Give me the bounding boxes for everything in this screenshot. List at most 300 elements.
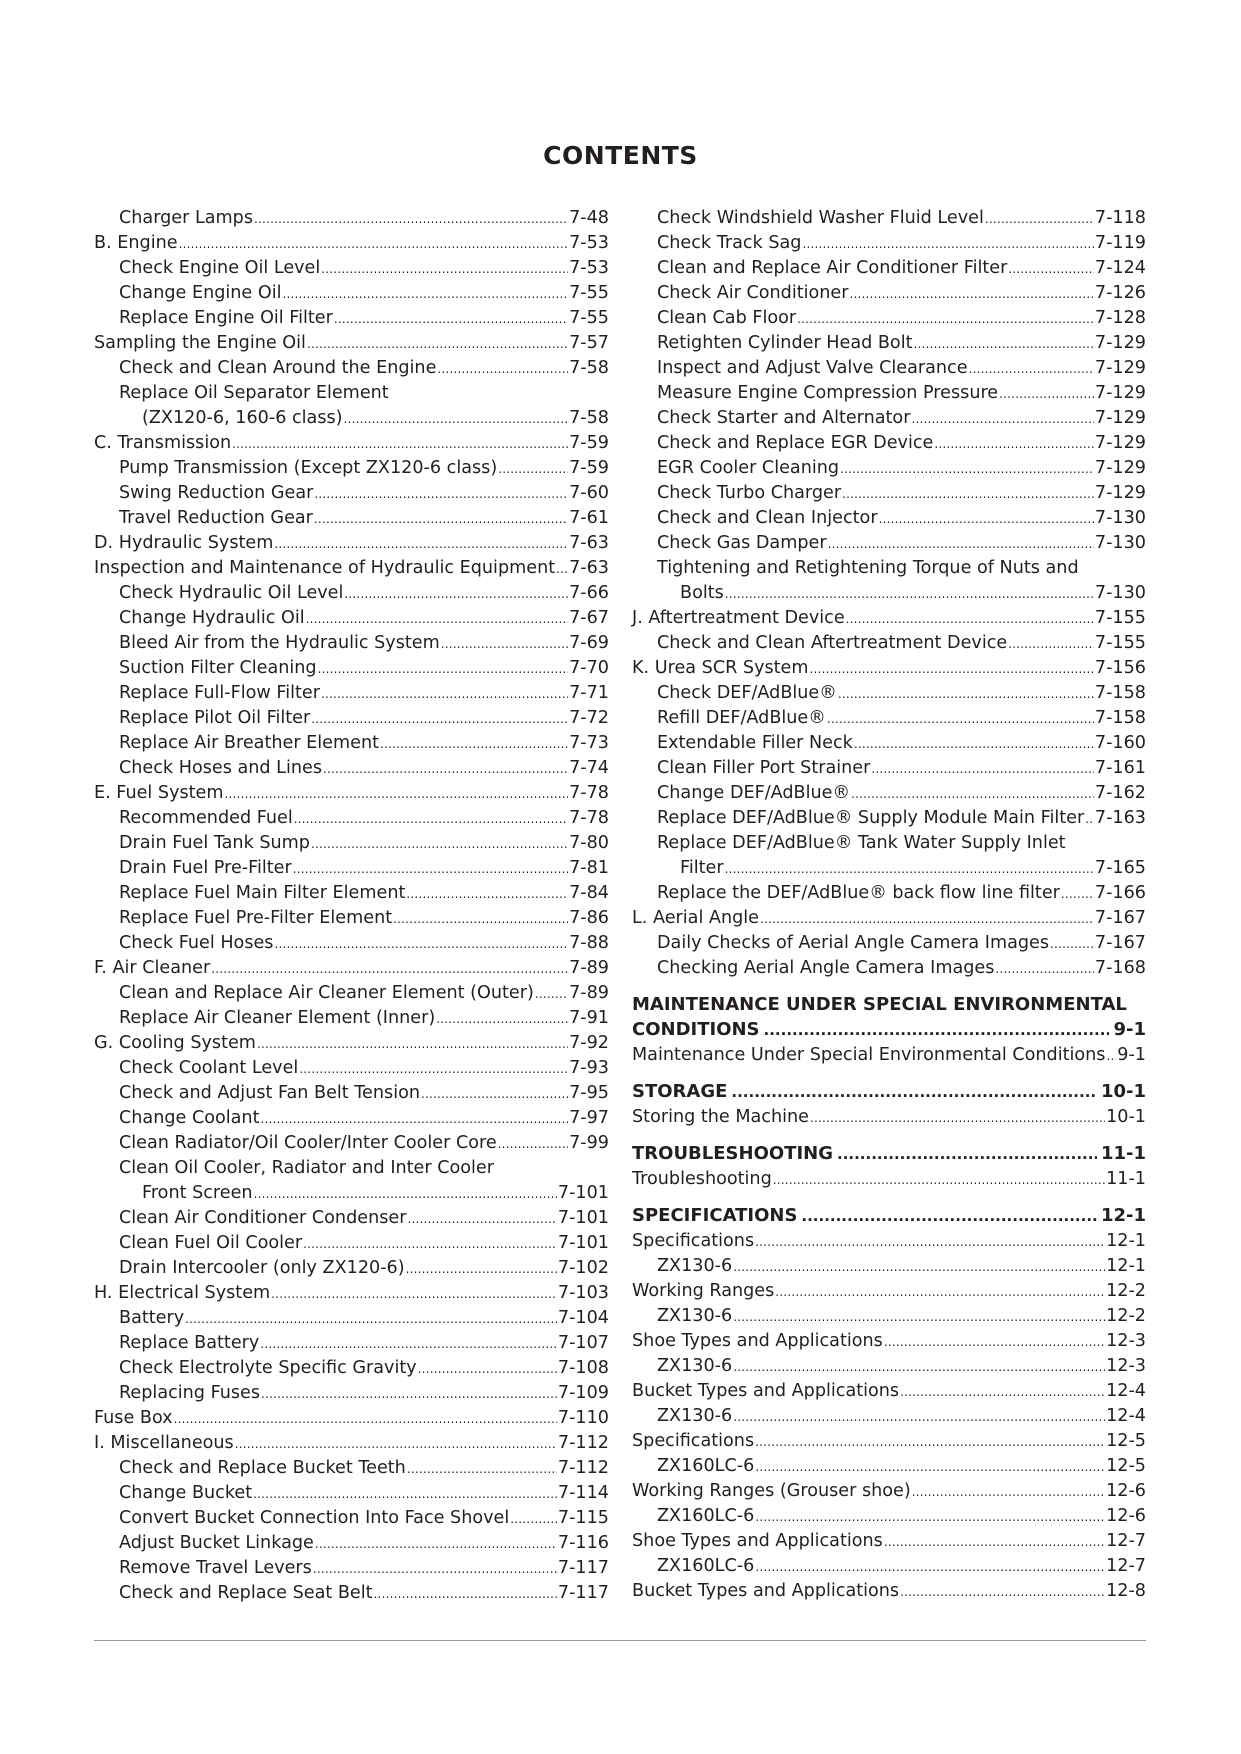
toc-entry-title: Specifications	[632, 1431, 755, 1451]
toc-entry[interactable]	[94, 1056, 609, 1081]
dot-leader	[1008, 257, 1094, 282]
toc-entry[interactable]	[94, 281, 609, 306]
toc-entry-title: Bucket Types and Applications	[632, 1581, 900, 1601]
toc-entry[interactable]	[94, 631, 609, 656]
toc-entry-title: ZX160LC-6	[657, 1556, 755, 1576]
dot-leader	[254, 207, 568, 232]
toc-entry[interactable]	[94, 1381, 609, 1406]
dot-leader	[407, 1207, 556, 1232]
toc-entry[interactable]	[632, 381, 1146, 406]
toc-entry-title: L. Aerial Angle	[632, 908, 759, 928]
dot-leader	[344, 582, 568, 607]
section-heading-text: SPECIFICATIONS	[632, 1205, 798, 1226]
toc-entry[interactable]	[94, 256, 609, 281]
toc-entry-title: Recommended Fuel	[119, 808, 293, 828]
toc-entry[interactable]	[632, 831, 1146, 856]
toc-entry-title: Front Screen	[142, 1183, 253, 1203]
toc-entry-page: 7-161	[1094, 758, 1146, 778]
toc-entry[interactable]	[632, 1504, 1146, 1529]
toc-entry[interactable]	[632, 706, 1146, 731]
dot-leader	[1050, 932, 1094, 957]
toc-entry-page: 7-63	[569, 533, 609, 553]
dot-leader	[854, 732, 1094, 757]
dot-leader	[1085, 807, 1094, 832]
toc-entry[interactable]	[94, 1306, 609, 1331]
toc-entry[interactable]	[94, 1156, 609, 1181]
toc-entry-title: Replace Engine Oil Filter	[119, 308, 333, 328]
toc-entry-title: K. Urea SCR System	[632, 658, 809, 678]
toc-entry-page: 7-158	[1094, 708, 1146, 728]
toc-entry-page: 7-57	[569, 333, 609, 353]
toc-entry-title: Pump Transmission (Except ZX120-6 class)	[119, 458, 498, 478]
toc-entry[interactable]	[632, 456, 1146, 481]
dot-leader	[755, 1505, 1105, 1530]
toc-entry[interactable]	[94, 931, 609, 956]
toc-entry-title: Travel Reduction Gear	[119, 508, 313, 528]
dot-leader	[1008, 632, 1094, 657]
toc-entry-page: 12-5	[1106, 1456, 1146, 1476]
dot-leader	[838, 682, 1094, 707]
toc-entry-page: 7-53	[569, 233, 609, 253]
toc-entry-title: Inspection and Maintenance of Hydraulic Equipment	[94, 558, 556, 578]
toc-entry[interactable]	[94, 1406, 609, 1431]
toc-entry-title: Clean and Replace Air Cleaner Element (Outer)	[119, 983, 534, 1003]
toc-entry-page: 7-129	[1094, 458, 1146, 478]
toc-entry-page: 7-58	[569, 358, 609, 378]
toc-entry[interactable]	[632, 1329, 1146, 1354]
toc-entry-page: 7-86	[569, 908, 609, 928]
dot-leader	[802, 232, 1093, 257]
toc-entry[interactable]	[632, 731, 1146, 756]
toc-entry-title: Change DEF/AdBlue®	[657, 783, 851, 803]
toc-entry[interactable]	[94, 1181, 609, 1206]
dot-leader	[307, 332, 568, 357]
dot-leader	[441, 632, 568, 657]
toc-entry[interactable]	[94, 306, 609, 331]
toc-entry-title: Filter	[680, 858, 724, 878]
toc-entry-page: 7-162	[1094, 783, 1146, 803]
dot-leader	[912, 1480, 1105, 1505]
toc-entry-title: Replace the DEF/AdBlue® back flow line filter	[657, 883, 1060, 903]
toc-entry-page: 7-58	[569, 408, 609, 428]
dot-leader	[498, 1132, 568, 1157]
toc-entry[interactable]	[632, 506, 1146, 531]
toc-entry[interactable]	[94, 906, 609, 931]
toc-entry-title: Replace Oil Separator Element	[119, 383, 389, 403]
toc-entry[interactable]	[94, 1256, 609, 1281]
toc-entry[interactable]	[94, 1006, 609, 1031]
toc-entry-title: Check Windshield Washer Fluid Level	[657, 208, 984, 228]
toc-entry[interactable]	[94, 1506, 609, 1531]
toc-entry-page: 12-1	[1106, 1256, 1146, 1276]
dot-leader	[914, 332, 1094, 357]
toc-entry[interactable]	[632, 956, 1146, 981]
toc-entry-title: Drain Fuel Tank Sump	[119, 833, 310, 853]
dot-leader	[257, 1032, 568, 1057]
section-heading[interactable]	[632, 1141, 1146, 1167]
dot-leader	[733, 1355, 1105, 1380]
toc-entry[interactable]	[94, 331, 609, 356]
section-heading-page: 12-1	[1100, 1205, 1146, 1226]
toc-entry[interactable]	[632, 1254, 1146, 1279]
toc-entry[interactable]	[94, 981, 609, 1006]
toc-entry-title: Replacing Fuses	[119, 1383, 261, 1403]
toc-entry-title: Working Ranges	[632, 1281, 775, 1301]
toc-entry[interactable]	[632, 781, 1146, 806]
toc-entry[interactable]	[632, 206, 1146, 231]
dot-leader	[437, 357, 568, 382]
toc-entry-title: Daily Checks of Aerial Angle Camera Images	[657, 933, 1050, 953]
toc-entry-title: Fuse Box	[94, 1408, 173, 1428]
toc-entry[interactable]	[94, 656, 609, 681]
toc-entry-title: Retighten Cylinder Head Bolt	[657, 333, 913, 353]
toc-entry[interactable]	[94, 431, 609, 456]
toc-entry[interactable]	[632, 481, 1146, 506]
toc-entry[interactable]	[94, 1431, 609, 1456]
section-heading[interactable]	[632, 1079, 1146, 1105]
toc-entry[interactable]	[632, 1554, 1146, 1579]
toc-entry-title: D. Hydraulic System	[94, 533, 274, 553]
toc-entry-title: Extendable Filler Neck	[657, 733, 853, 753]
toc-entry-page: 7-103	[557, 1283, 609, 1303]
dot-leader	[871, 757, 1094, 782]
dot-leader	[828, 532, 1094, 557]
dot-leader	[884, 1530, 1105, 1555]
toc-entry-page: 7-129	[1094, 333, 1146, 353]
dot-leader	[827, 707, 1094, 732]
toc-entry-page: 7-104	[557, 1308, 609, 1328]
toc-entry-title: Check Track Sag	[657, 233, 802, 253]
dot-leader	[299, 1057, 568, 1082]
toc-entry-page: 7-89	[569, 983, 609, 1003]
section-heading[interactable]	[632, 1017, 1146, 1043]
toc-entry-page: 7-60	[569, 483, 609, 503]
toc-entry[interactable]	[94, 606, 609, 631]
toc-entry-page: 12-1	[1106, 1231, 1146, 1251]
toc-entry-title: Clean Filler Port Strainer	[657, 758, 871, 778]
toc-entry-page: 7-73	[569, 733, 609, 753]
dot-leader	[380, 732, 568, 757]
toc-entry-title: Bucket Types and Applications	[632, 1381, 900, 1401]
toc-entry-title: Replace Fuel Pre-Filter Element	[119, 908, 393, 928]
dot-leader	[306, 607, 568, 632]
toc-entry[interactable]	[94, 956, 609, 981]
toc-entry-page: 7-130	[1094, 533, 1146, 553]
toc-entry[interactable]	[94, 1081, 609, 1106]
toc-entry-title: Check and Clean Injector	[657, 508, 878, 528]
section-heading-page: 11-1	[1100, 1143, 1146, 1164]
section-gap	[632, 1130, 1146, 1141]
toc-entry[interactable]	[632, 1043, 1146, 1068]
toc-entry-title: ZX130-6	[657, 1256, 733, 1276]
toc-entry-title: Check and Clean Aftertreatment Device	[657, 633, 1008, 653]
footer-rule	[94, 1640, 1146, 1641]
toc-entry-page: 7-69	[569, 633, 609, 653]
toc-entry[interactable]	[94, 206, 609, 231]
dot-leader	[174, 1407, 557, 1432]
toc-entry-title: Battery	[119, 1308, 185, 1328]
toc-entry-page: 12-3	[1106, 1331, 1146, 1351]
toc-entry-page: 7-116	[557, 1533, 609, 1553]
toc-entry[interactable]	[632, 281, 1146, 306]
toc-entry[interactable]	[94, 456, 609, 481]
dot-leader	[253, 1482, 557, 1507]
toc-entry[interactable]	[632, 881, 1146, 906]
toc-entry-title: ZX160LC-6	[657, 1506, 755, 1526]
toc-entry-title: Clean Radiator/Oil Cooler/Inter Cooler Core	[119, 1133, 497, 1153]
dot-leader	[840, 457, 1094, 482]
toc-entry-page: 12-6	[1106, 1481, 1146, 1501]
dot-leader	[314, 507, 568, 532]
toc-entry-page: 7-158	[1094, 683, 1146, 703]
toc-entry-page: 12-2	[1106, 1306, 1146, 1326]
toc-entry-title: G. Cooling System	[94, 1033, 256, 1053]
toc-entry[interactable]	[94, 1106, 609, 1131]
dot-leader	[725, 857, 1094, 882]
dot-leader	[406, 1257, 557, 1282]
dot-leader	[407, 1457, 557, 1482]
dot-leader	[406, 882, 568, 907]
toc-entry[interactable]	[632, 356, 1146, 381]
toc-entry[interactable]	[632, 806, 1146, 831]
toc-entry[interactable]	[632, 1479, 1146, 1504]
toc-entry[interactable]	[632, 331, 1146, 356]
toc-entry[interactable]	[94, 481, 609, 506]
dot-leader	[999, 382, 1094, 407]
toc-entry-page: 7-63	[569, 558, 609, 578]
toc-entry-title: J. Aftertreatment Device	[632, 608, 845, 628]
toc-entry-title: Replace Battery	[119, 1333, 260, 1353]
dot-leader	[293, 857, 568, 882]
toc-entry[interactable]	[94, 581, 609, 606]
toc-entry-page: 7-70	[569, 658, 609, 678]
toc-entry-title: Specifications	[632, 1231, 755, 1251]
toc-entry-page: 7-118	[1094, 208, 1146, 228]
dot-leader	[498, 457, 568, 482]
toc-entry[interactable]	[632, 1304, 1146, 1329]
toc-entry-title: Drain Fuel Pre-Filter	[119, 858, 292, 878]
toc-entry[interactable]	[632, 1279, 1146, 1304]
toc-entry[interactable]	[632, 656, 1146, 681]
toc-entry-title: Replace Fuel Main Filter Element	[119, 883, 406, 903]
dot-leader	[797, 307, 1094, 332]
toc-entry-title: Shoe Types and Applications	[632, 1531, 883, 1551]
toc-entry-title: (ZX120-6, 160-6 class)	[142, 408, 343, 428]
toc-entry-page: 7-78	[569, 783, 609, 803]
toc-entry-title: B. Engine	[94, 233, 178, 253]
toc-entry-title: C. Transmission	[94, 433, 232, 453]
toc-entry-title: Check Air Conditioner	[657, 283, 849, 303]
toc-entry-page: 7-59	[569, 433, 609, 453]
toc-entry-page: 7-160	[1094, 733, 1146, 753]
dot-leader	[879, 507, 1094, 532]
toc-entry-page: 7-53	[569, 258, 609, 278]
toc-entry-title: ZX130-6	[657, 1306, 733, 1326]
toc-entry[interactable]	[94, 756, 609, 781]
dot-leader	[261, 1382, 557, 1407]
toc-entry[interactable]	[632, 1105, 1146, 1130]
toc-entry-page: 7-119	[1094, 233, 1146, 253]
dot-leader	[282, 282, 568, 307]
toc-entry[interactable]	[94, 1456, 609, 1481]
toc-entry[interactable]	[632, 256, 1146, 281]
toc-entry-page: 7-112	[557, 1458, 609, 1478]
toc-entry[interactable]	[94, 681, 609, 706]
dot-leader	[179, 232, 569, 257]
toc-entry-page: 7-155	[1094, 633, 1146, 653]
toc-entry-page: 7-129	[1094, 433, 1146, 453]
toc-entry-title: Inspect and Adjust Valve Clearance	[657, 358, 968, 378]
toc-entry[interactable]	[94, 531, 609, 556]
dot-leader	[185, 1307, 557, 1332]
dot-leader	[260, 1332, 557, 1357]
toc-entry-title: Troubleshooting	[632, 1169, 772, 1189]
toc-entry[interactable]	[94, 356, 609, 381]
toc-entry[interactable]	[94, 1581, 609, 1606]
toc-entry[interactable]	[94, 731, 609, 756]
toc-entry-title: Check Gas Damper	[657, 533, 827, 553]
toc-entry-page: 12-8	[1106, 1581, 1146, 1601]
toc-entry[interactable]	[94, 1531, 609, 1556]
toc-entry[interactable]	[632, 556, 1146, 581]
toc-entry[interactable]	[632, 856, 1146, 881]
toc-entry-title: Replace DEF/AdBlue® Supply Module Main Filter	[657, 808, 1085, 828]
dot-leader	[418, 1357, 557, 1382]
toc-entry-title: Refill DEF/AdBlue®	[657, 708, 826, 728]
toc-entry[interactable]	[632, 1354, 1146, 1379]
toc-entry[interactable]	[632, 1454, 1146, 1479]
toc-entry-page: 7-114	[557, 1483, 609, 1503]
toc-entry[interactable]	[94, 1031, 609, 1056]
section-gap	[632, 981, 1146, 992]
toc-entry[interactable]	[632, 681, 1146, 706]
toc-entry-page: 7-48	[569, 208, 609, 228]
toc-entry[interactable]	[632, 1167, 1146, 1192]
toc-entry-title: Maintenance Under Special Environmental Conditions	[632, 1045, 1106, 1065]
toc-entry-title: Check Hydraulic Oil Level	[119, 583, 344, 603]
dot-leader	[731, 1080, 1097, 1105]
toc-entry[interactable]	[94, 881, 609, 906]
toc-entry[interactable]	[94, 1281, 609, 1306]
toc-entry-page: 7-128	[1094, 308, 1146, 328]
dot-leader	[211, 957, 568, 982]
toc-entry[interactable]	[94, 1131, 609, 1156]
toc-entry[interactable]	[94, 831, 609, 856]
toc-entry[interactable]	[632, 606, 1146, 631]
toc-entry-title: I. Miscellaneous	[94, 1433, 234, 1453]
toc-entry-page: 7-163	[1094, 808, 1146, 828]
toc-entry-page: 7-55	[569, 283, 609, 303]
toc-entry[interactable]	[632, 631, 1146, 656]
toc-entry-page: 7-155	[1094, 608, 1146, 628]
toc-entry[interactable]	[94, 856, 609, 881]
dot-leader	[911, 407, 1093, 432]
toc-entry[interactable]	[632, 1229, 1146, 1254]
toc-entry[interactable]	[632, 406, 1146, 431]
toc-entry[interactable]	[632, 756, 1146, 781]
section-heading[interactable]	[632, 1203, 1146, 1229]
toc-entry-title: Check DEF/AdBlue®	[657, 683, 837, 703]
toc-entry[interactable]	[632, 1579, 1146, 1604]
toc-entry[interactable]	[632, 531, 1146, 556]
dot-leader	[884, 1330, 1105, 1355]
toc-entry-title: Check and Adjust Fan Belt Tension	[119, 1083, 420, 1103]
toc-entry-page: 7-89	[569, 958, 609, 978]
dot-leader	[733, 1305, 1105, 1330]
toc-entry-title: Check Engine Oil Level	[119, 258, 321, 278]
toc-entry-page: 7-101	[557, 1208, 609, 1228]
dot-leader	[969, 357, 1094, 382]
toc-entry[interactable]	[632, 931, 1146, 956]
toc-entry-title: Storing the Machine	[632, 1107, 809, 1127]
dot-leader	[985, 207, 1094, 232]
page-title: CONTENTS	[543, 141, 698, 170]
toc-entry-page: 7-59	[569, 458, 609, 478]
dot-leader	[801, 1204, 1097, 1229]
toc-entry[interactable]	[632, 306, 1146, 331]
toc-entry-page: 7-95	[569, 1083, 609, 1103]
toc-entry[interactable]	[94, 1481, 609, 1506]
toc-entry-title: Check Starter and Alternator	[657, 408, 911, 428]
toc-entry[interactable]	[94, 1331, 609, 1356]
dot-leader	[733, 1255, 1105, 1280]
section-heading-page: 9-1	[1113, 1019, 1146, 1040]
toc-entry[interactable]	[94, 381, 609, 406]
toc-entry[interactable]	[94, 806, 609, 831]
toc-entry[interactable]	[632, 231, 1146, 256]
toc-entry-page: 12-6	[1106, 1506, 1146, 1526]
dot-leader	[271, 1282, 557, 1307]
toc-entry-page: 7-156	[1094, 658, 1146, 678]
dot-leader	[374, 1582, 557, 1607]
toc-entry[interactable]	[632, 431, 1146, 456]
toc-entry-page: 7-129	[1094, 408, 1146, 428]
toc-entry[interactable]	[632, 1529, 1146, 1554]
dot-leader	[755, 1455, 1105, 1480]
toc-entry[interactable]	[632, 1404, 1146, 1429]
toc-entry[interactable]	[94, 1231, 609, 1256]
dot-leader	[344, 407, 569, 432]
toc-entry-page: 7-71	[569, 683, 609, 703]
toc-entry-page: 7-108	[557, 1358, 609, 1378]
toc-entry[interactable]	[632, 906, 1146, 931]
toc-entry[interactable]	[94, 1206, 609, 1231]
toc-entry[interactable]	[94, 781, 609, 806]
dot-leader	[851, 782, 1094, 807]
toc-entry-title: Replace Air Cleaner Element (Inner)	[119, 1008, 436, 1028]
toc-entry[interactable]	[94, 231, 609, 256]
toc-entry[interactable]	[94, 1356, 609, 1381]
toc-entry-title: Check Coolant Level	[119, 1058, 299, 1078]
toc-entry[interactable]	[94, 1556, 609, 1581]
toc-entry-title: Change Engine Oil	[119, 283, 282, 303]
toc-entry-page: 12-7	[1106, 1531, 1146, 1551]
toc-entry-title: Clean and Replace Air Conditioner Filter	[657, 258, 1008, 278]
toc-entry[interactable]	[632, 581, 1146, 606]
toc-entry[interactable]	[94, 406, 609, 431]
toc-entry[interactable]	[632, 1429, 1146, 1454]
toc-entry[interactable]	[94, 506, 609, 531]
toc-entry-title: H. Electrical System	[94, 1283, 271, 1303]
dot-leader	[235, 1432, 557, 1457]
dot-leader	[755, 1430, 1105, 1455]
toc-entry[interactable]	[632, 1379, 1146, 1404]
toc-entry-title: Measure Engine Compression Pressure	[657, 383, 999, 403]
toc-entry[interactable]	[94, 556, 609, 581]
toc-entry-title: Check and Replace Seat Belt	[119, 1583, 373, 1603]
toc-entry[interactable]	[94, 706, 609, 731]
dot-leader	[837, 1142, 1097, 1167]
